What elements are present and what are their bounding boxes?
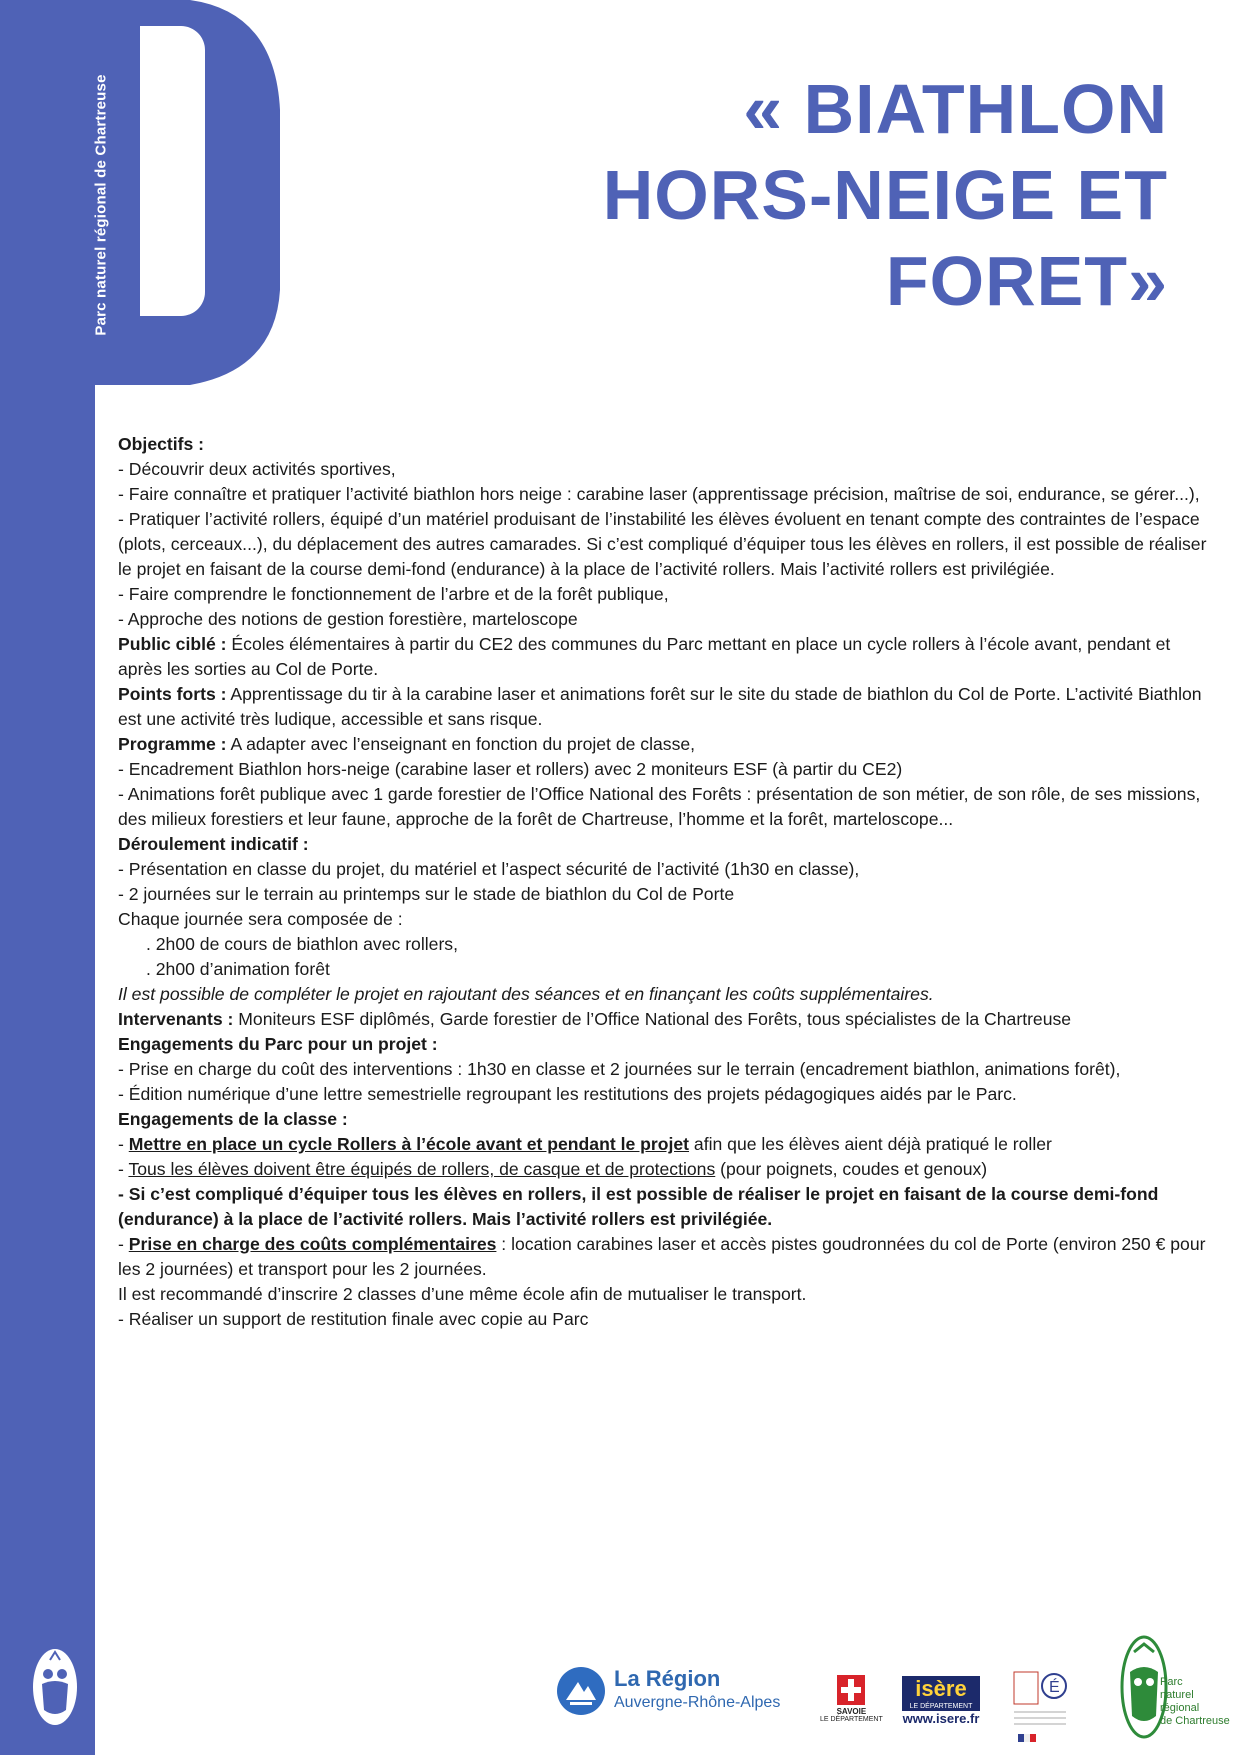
engagement-classe-item (118, 1132, 1218, 1157)
savoie-logo (820, 1675, 883, 1723)
item-prefix: - (118, 1134, 129, 1154)
deroulement-heading: Déroulement indicatif : (118, 834, 309, 854)
objectif-item: - Approche des notions de gestion forestière, marteloscope (118, 609, 578, 629)
park-c-logo (92, 0, 285, 385)
item-underlined: Tous les élèves doivent être équipés de rollers, de casque et de protections (128, 1159, 716, 1179)
title-line-3: FORET» (885, 242, 1168, 320)
pnr-line: Parc (1160, 1676, 1183, 1688)
engagement-classe-item: - Si c’est compliqué d’équiper tous les élèves en rollers, il est possible de réaliser le projet en faisant de la course demi-fond (endurance) à la place de l’activité rollers. Mais l’activité rollers est privilégiée. (118, 1184, 1159, 1229)
public-section (118, 632, 1218, 682)
points-section (118, 682, 1218, 732)
intervenants-section (118, 1007, 1218, 1032)
savoie-sub: LE DÉPARTEMENT (820, 1716, 883, 1723)
note-italic: Il est possible de compléter le projet en rajoutant des séances et en finançant les coûts supplémentaires. (118, 984, 934, 1004)
item-bold-underlined: Prise en charge des coûts complémentaires (128, 1234, 497, 1254)
programme-text: A adapter avec l’enseignant en fonction du projet de classe, (226, 734, 696, 754)
item-prefix: - (118, 1159, 129, 1179)
public-text: Écoles élémentaires à partir du CE2 des communes du Parc mettant en place un cycle rollers à l’école avant, pendant et après les sorties au Col de Porte. (118, 634, 1171, 679)
document-body (118, 432, 1218, 1332)
title-line-2: HORS-NEIGE ET (602, 156, 1168, 234)
region-logo-icon (556, 1666, 606, 1716)
deroulement-sub-item: . 2h00 de cours de biathlon avec rollers, (146, 934, 458, 954)
objectifs-heading: Objectifs : (118, 434, 205, 454)
svg-text:É: É (1049, 1679, 1060, 1696)
region-name: La Région (614, 1666, 721, 1691)
engagement-parc-item: - Prise en charge du coût des interventions : 1h30 en classe et 2 journées sur le terrain (encadrement biathlon, animations forêt), (118, 1059, 1121, 1079)
deroulement-sub-item: . 2h00 d’animation forêt (146, 959, 330, 979)
isere-label: isère (902, 1676, 980, 1702)
programme-item: - Animations forêt publique avec 1 garde forestier de l’Office National des Forêts : présentation de son métier, de son rôle, de ses missions, des milieux forestiers et leur faune, approche de la forêt de Chartreuse, l’homme et la forêt, marteloscope... (118, 784, 1201, 829)
item-prefix: - (118, 1234, 129, 1254)
title-line-1: « BIATHLON (743, 70, 1168, 148)
engagement-classe-item (118, 1157, 1218, 1182)
item-rest: (pour poignets, coudes et genoux) (715, 1159, 988, 1179)
owl-logo-icon (32, 1648, 78, 1726)
item-rest: afin que les élèves aient déjà pratiqué le roller (689, 1134, 1052, 1154)
item-rest: : location carabines laser et accès pistes goudronnées du col de Porte (environ 250 € pour les 2 journées) et transport pour les 2 journées. (118, 1234, 1206, 1279)
page-title (468, 66, 1168, 324)
objectif-item: - Découvrir deux activités sportives, (118, 459, 396, 479)
savoie-cross-icon (833, 1675, 869, 1705)
engagement-classe-item: - Réaliser un support de restitution finale avec copie au Parc (118, 1309, 589, 1329)
engagements-classe-heading: Engagements de la classe : (118, 1109, 348, 1129)
isere-sub: LE DÉPARTEMENT (902, 1702, 980, 1711)
park-name-vertical (86, 55, 116, 355)
item-bold-underlined: Mettre en place un cycle Rollers à l’école avant et pendant le projet (128, 1134, 690, 1154)
objectif-item: - Faire connaître et pratiquer l’activité biathlon hors neige : carabine laser (apprentissage précision, maîtrise de soi, endurance, se gérer...), (118, 484, 1200, 504)
objectif-item: - Faire comprendre le fonctionnement de l’arbre et de la forêt publique, (118, 584, 669, 604)
academie-logo-icon (1010, 1668, 1070, 1748)
points-text: Apprentissage du tir à la carabine laser et animations forêt sur le site du stade de biathlon du Col de Porte. L’activité Biathlon est une activité très ludique, accessible et sans risque. (118, 684, 1202, 729)
objectif-item: - Pratiquer l’activité rollers, équipé d’un matériel produisant de l’instabilité les élèves évoluent en tenant compte des contraintes de l’espace (plots, cerceaux...), du déplacement des autres camarades. Si c’est compliqué d’équiper tous les élèves en rollers, il est possible de réaliser le projet en faisant de la course demi-fond (endurance) à la place de l’activité rollers. Mais l’activité rollers est privilégiée. (118, 509, 1207, 579)
region-logo-text (614, 1666, 780, 1714)
pnr-logo-text (1160, 1676, 1230, 1728)
engagement-classe-item: Il est recommandé d’inscrire 2 classes d’une même école afin de mutualiser le transport. (118, 1284, 807, 1304)
points-label: Points forts : (118, 684, 227, 704)
intervenants-text: Moniteurs ESF diplômés, Garde forestier de l’Office National des Forêts, tous spécialistes de la Chartreuse (233, 1009, 1072, 1029)
pnr-line: naturel (1160, 1689, 1194, 1701)
isere-logo (902, 1676, 980, 1726)
public-label: Public ciblé : (118, 634, 227, 654)
deroulement-item: - 2 journées sur le terrain au printemps sur le stade de biathlon du Col de Porte (118, 884, 735, 904)
park-name-text: Parc naturel régional de Chartreuse (92, 74, 110, 336)
pnr-line: régional (1160, 1702, 1200, 1714)
deroulement-item: - Présentation en classe du projet, du matériel et l’aspect sécurité de l’activité (1h30 en classe), (118, 859, 860, 879)
deroulement-item: Chaque journée sera composée de : (118, 909, 403, 929)
isere-url: www.isere.fr (902, 1711, 980, 1726)
engagements-parc-heading: Engagements du Parc pour un projet : (118, 1034, 438, 1054)
pnr-line: de Chartreuse (1160, 1715, 1230, 1727)
engagement-parc-item: - Édition numérique d’une lettre semestrielle regroupant les restitutions des projets pédagogiques aidés par le Parc. (118, 1084, 1017, 1104)
programme-section (118, 732, 1218, 757)
intervenants-label: Intervenants : (118, 1009, 234, 1029)
programme-label: Programme : (118, 734, 227, 754)
region-subname: Auvergne-Rhône-Alpes (614, 1694, 781, 1711)
programme-item: - Encadrement Biathlon hors-neige (carabine laser et rollers) avec 2 moniteurs ESF (à partir du CE2) (118, 759, 903, 779)
sidebar-band (0, 0, 95, 1755)
engagement-classe-item (118, 1232, 1218, 1282)
savoie-label: SAVOIE (836, 1707, 867, 1716)
